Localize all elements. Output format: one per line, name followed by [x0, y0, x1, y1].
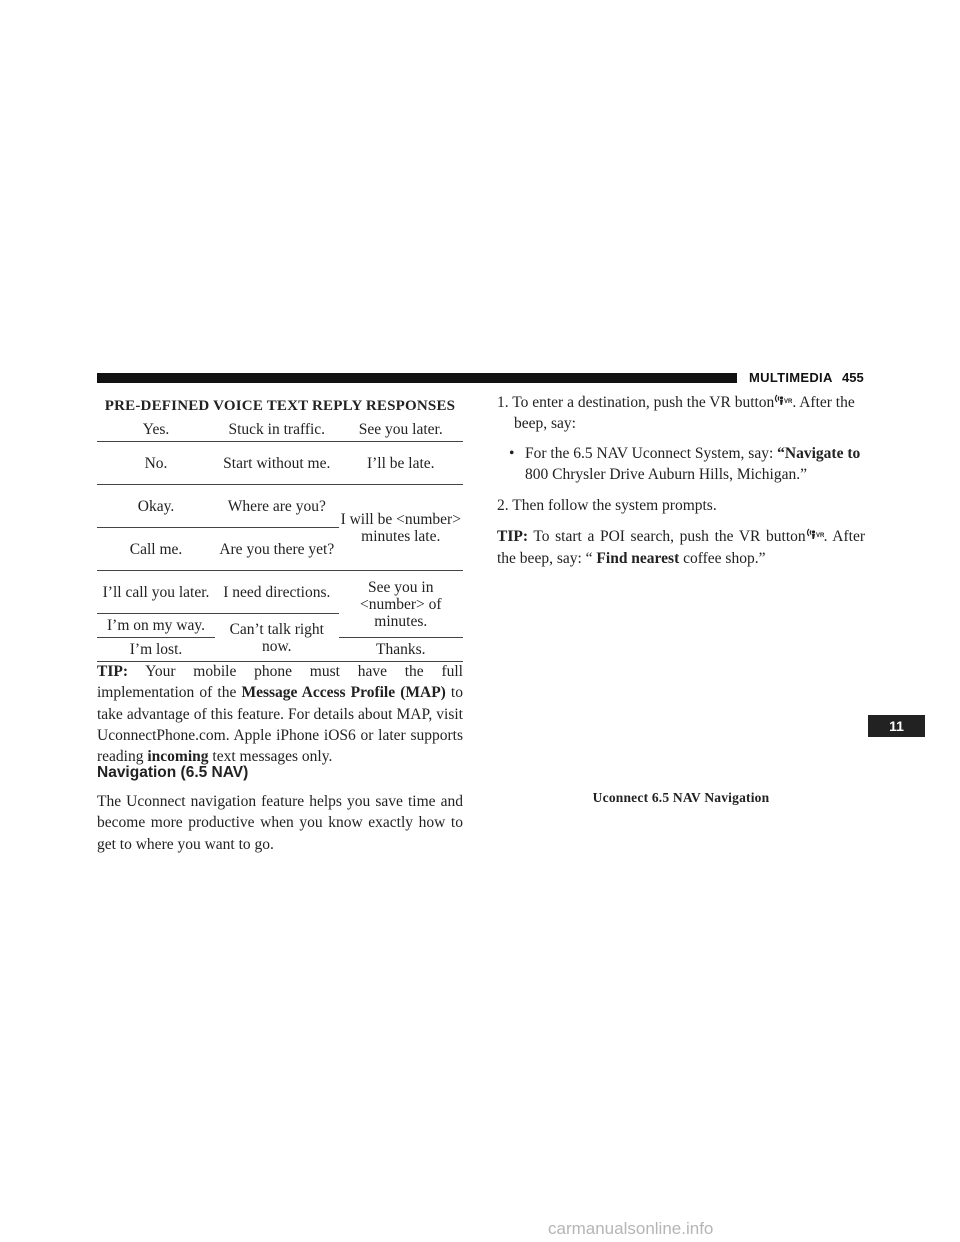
table-cell: Thanks. [339, 638, 463, 662]
table-title: PRE-DEFINED VOICE TEXT REPLY RESPONSES [104, 398, 456, 414]
tip-text: To start a POI search, push the VR button [528, 528, 806, 546]
table-cell: Where are you? [215, 485, 339, 528]
table-cell: I will be <number> minutes late. [339, 485, 463, 571]
tip-label: TIP: [97, 663, 128, 680]
tip-text: to take advantage of this feature. For details about MAP, visit UconnectPhone.com. Apple iPhone iOS6 or later supports reading [97, 684, 463, 766]
incoming-term: incoming [147, 748, 209, 766]
table-cell: See you later. [339, 417, 463, 442]
map-term: Message Access Profile (MAP) [241, 684, 446, 702]
tip-map-paragraph [97, 661, 463, 767]
table-cell: No. [97, 442, 215, 485]
table-cell: I’ll call you later. [97, 571, 215, 614]
tip-text: Your mobile phone must have the full implementation of the [97, 663, 463, 702]
step-text: 1. To enter a destination, push the VR button [497, 394, 775, 411]
tip-text: . After the beep, say: “ [497, 528, 865, 567]
step-2: 2. Then follow the system prompts. [497, 497, 717, 515]
page-number: 455 [842, 370, 864, 385]
table-cell: Are you there yet? [215, 528, 339, 571]
table-cell: I need directions. [215, 571, 339, 614]
table-cell: Yes. [97, 417, 215, 442]
table-cell: I’m on my way. [97, 614, 215, 638]
tip-text: text messages only. [208, 748, 333, 766]
watermark: carmanualsonline.info [548, 1219, 714, 1238]
table-cell: Stuck in traffic. [215, 417, 339, 442]
image-caption: Uconnect 6.5 NAV Navigation [592, 790, 770, 805]
bullet-item [497, 443, 865, 486]
table-cell: Can’t talk right now. [215, 614, 339, 662]
voice-recognition-icon [774, 393, 792, 407]
table-row [97, 571, 463, 614]
table-cell: Call me. [97, 528, 215, 571]
table-cell: See you in <number> of minutes. [339, 571, 463, 638]
table-cell: Start without me. [215, 442, 339, 485]
svg-text:VR: VR [815, 533, 824, 540]
table-row [97, 485, 463, 528]
bullet-dot: • [509, 444, 515, 462]
chapter-tab: 11 [868, 715, 925, 737]
svg-text:VR: VR [784, 399, 793, 405]
find-nearest-term: Find nearest [596, 549, 680, 567]
header-bar [97, 373, 737, 383]
table-cell: I’m lost. [97, 638, 215, 662]
instructions-column [497, 392, 865, 569]
tip-poi-paragraph [497, 526, 865, 569]
section-title: MULTIMEDIA [749, 370, 833, 385]
tip-label: TIP: [497, 528, 528, 546]
navigation-heading: Navigation (6.5 NAV) [97, 764, 249, 781]
bullet-text: For the 6.5 NAV Uconnect System, say: [525, 444, 778, 462]
navigation-paragraph: The Uconnect navigation feature helps you save time and become more productive when you know exactly how to get to where you want to go. [97, 793, 463, 853]
responses-table [97, 417, 463, 662]
table-row [97, 417, 463, 442]
table-cell: Okay. [97, 485, 215, 528]
bullet-text: 800 Chrysler Drive Auburn Hills, Michigan.” [525, 465, 807, 483]
step-text: . After the beep, say: [514, 394, 855, 433]
table-row [97, 442, 463, 485]
voice-recognition-icon [806, 527, 824, 541]
table-cell: I’ll be late. [339, 442, 463, 485]
step-1 [497, 392, 865, 435]
tip-text: coffee shop.” [679, 549, 766, 567]
bullet-bold: “Navigate to [777, 444, 861, 462]
